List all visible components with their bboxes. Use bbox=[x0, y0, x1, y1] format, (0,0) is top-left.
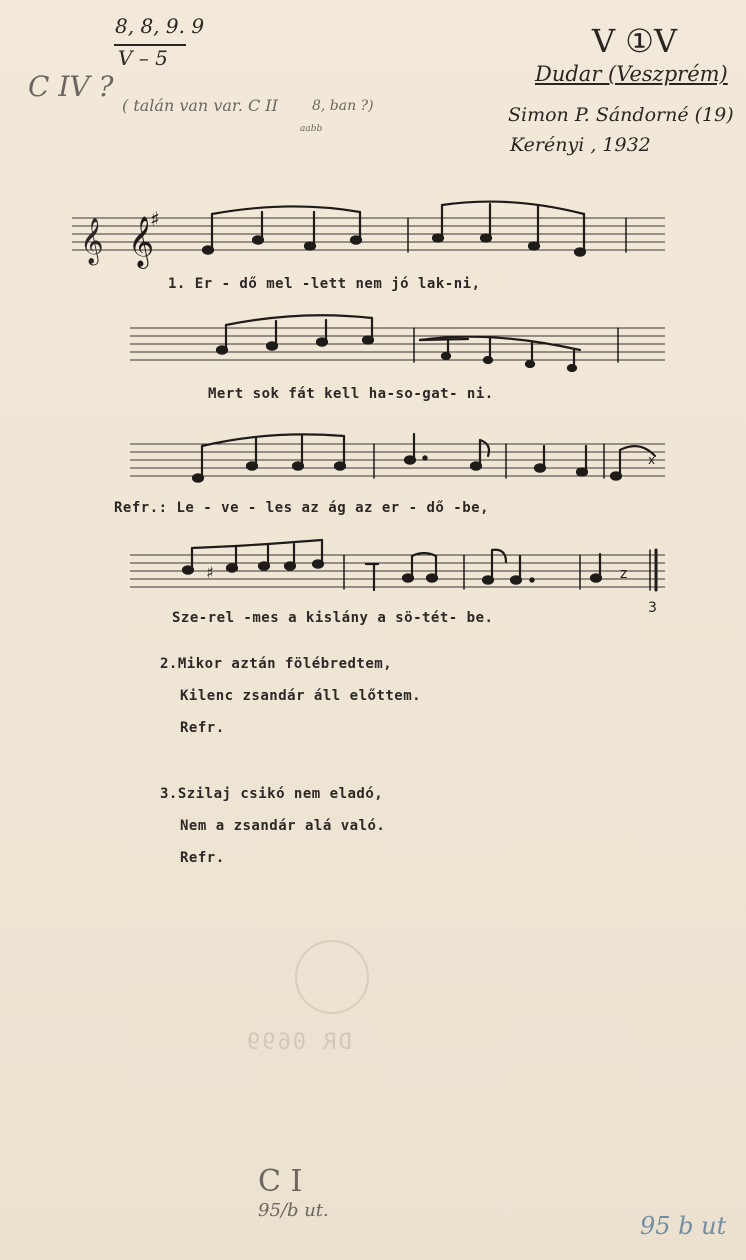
svg-text:3: 3 bbox=[648, 600, 657, 616]
stamp-number: DR 0699 bbox=[245, 1030, 352, 1055]
variant-rhyme: aabb bbox=[300, 124, 323, 134]
bottom-ref-mark: 95/b ut. bbox=[258, 1200, 329, 1221]
verse-2-refrain: Refr. bbox=[180, 720, 225, 736]
archive-stamp bbox=[295, 940, 369, 1014]
collector-year: Kerényi , 1932 bbox=[510, 134, 651, 156]
staff-1 bbox=[72, 218, 665, 250]
singer-name: Simon P. Sándorné (19) bbox=[508, 104, 734, 126]
lyric-line-4: Sze-rel -mes a kislány a sö-tét- be. bbox=[172, 610, 494, 626]
verse-2-line-2: Kilenc zsandár áll előttem. bbox=[180, 688, 422, 704]
verse-3-refrain: Refr. bbox=[180, 850, 225, 866]
verse-3-line-2: Nem a zsandár alá való. bbox=[180, 818, 386, 834]
roman-numeral-mark: V ①V bbox=[592, 22, 678, 60]
classification-mark: C IV ? bbox=[28, 70, 114, 103]
verse-3-line-1: 3.Szilaj csikó nem eladó, bbox=[160, 786, 384, 802]
variant-note-2: 8, ban ?) bbox=[312, 98, 374, 114]
lyric-line-3: Refr.: Le - ve - les az ág az er - dő -be, bbox=[114, 500, 490, 516]
verse-2-line-1: 2.Mikor aztán fölébredtem, bbox=[160, 656, 393, 672]
bottom-class-mark: C I bbox=[258, 1164, 303, 1199]
key-sharp: ♯ bbox=[150, 207, 160, 231]
bottom-right-ref: 95 b ut bbox=[640, 1212, 727, 1240]
treble-clef-hand: 𝄞 bbox=[128, 216, 155, 267]
treble-clef-typed: 𝄞 bbox=[80, 218, 104, 264]
svg-text:z: z bbox=[620, 566, 628, 582]
lyric-line-1: 1. Er - dő mel -lett nem jó lak-ni, bbox=[168, 276, 481, 292]
meter-code-numerator: 8, 8, 9. 9 bbox=[115, 14, 205, 38]
svg-text:x: x bbox=[648, 453, 656, 467]
place-of-collection: Dudar (Veszprém) bbox=[535, 62, 728, 86]
meter-code-denominator: V – 5 bbox=[118, 46, 168, 70]
staff-2 bbox=[130, 328, 665, 360]
variant-note: ( talán van var. C II bbox=[122, 96, 278, 115]
lyric-line-2: Mert sok fát kell ha-so-gat- ni. bbox=[208, 386, 494, 402]
svg-text:♯: ♯ bbox=[206, 563, 214, 582]
